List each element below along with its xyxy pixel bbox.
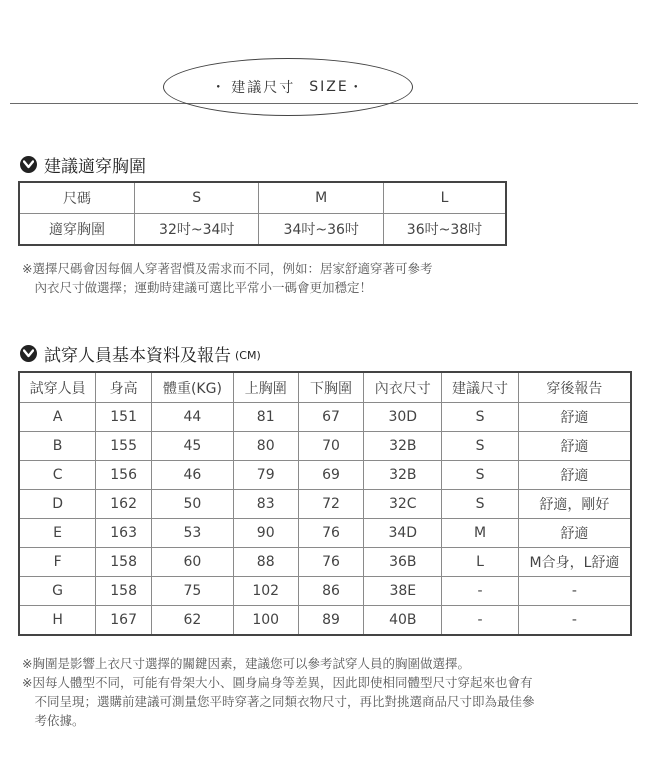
table-cell: 50 [152,490,234,519]
table-cell: 36吋~38吋 [383,214,506,246]
table-cell: 90 [233,519,298,548]
note-line: ※因每人體型不同，可能有骨架大小、圓身扁身等差異，因此即使相同體型尺寸穿起來也會有 [22,675,533,690]
title-dot-right: ・ [348,80,365,96]
table-row [19,577,631,606]
table-cell: G [19,577,96,606]
table-cell: 舒適 [518,519,631,548]
table-header-row [19,372,631,403]
table-row [19,606,631,636]
table-cell: D [19,490,96,519]
column-header: 體重(KG) [152,372,234,403]
table-cell: 32B [364,432,442,461]
tester-section-title: 試穿人員基本資料及報告 [44,346,231,366]
tester-table [18,371,632,636]
column-header: 身高 [96,372,152,403]
table-cell: 156 [96,461,152,490]
table-cell: 76 [298,519,364,548]
table-cell: 32B [364,461,442,490]
table-cell: 舒適 [518,432,631,461]
table-cell: 70 [298,432,364,461]
table-cell: 88 [233,548,298,577]
table-cell: 舒適 [518,403,631,432]
table-cell: 34吋~36吋 [259,214,384,246]
table-cell: S [442,461,519,490]
table-row [19,182,506,214]
table-cell: S [442,490,519,519]
table-row [19,548,631,577]
column-header: 內衣尺寸 [364,372,442,403]
table-cell: M合身，L舒適 [518,548,631,577]
table-row [19,403,631,432]
table-cell: E [19,519,96,548]
table-cell: 46 [152,461,234,490]
column-header: 上胸圍 [233,372,298,403]
table-cell: 62 [152,606,234,636]
table-cell: 60 [152,548,234,577]
title-dot-left: ・ [211,80,228,96]
tester-section-unit: (CM) [235,349,261,362]
table-cell: 86 [298,577,364,606]
page-title [163,58,413,116]
column-header: 下胸圍 [298,372,364,403]
table-cell: 89 [298,606,364,636]
table-cell: 34D [364,519,442,548]
table-cell: 45 [152,432,234,461]
table-cell: S [442,403,519,432]
table-cell: 80 [233,432,298,461]
table-cell: 36B [364,548,442,577]
table-cell: L [383,182,506,214]
table-cell: F [19,548,96,577]
size-section-title: 建議適穿胸圍 [44,157,146,177]
table-cell: 79 [233,461,298,490]
table-cell: A [19,403,96,432]
table-cell: 舒適 [518,461,631,490]
table-cell: S [134,182,259,214]
column-header: 建議尺寸 [442,372,519,403]
table-cell: 155 [96,432,152,461]
note-line: 不同呈現；選購前建議可測量您平時穿著之同類衣物尺寸，再比對挑選商品尺寸即為最佳參 [22,694,535,709]
table-cell: M [442,519,519,548]
column-header: 試穿人員 [19,372,96,403]
tester-notes [22,654,535,730]
table-cell: - [518,577,631,606]
table-cell: 44 [152,403,234,432]
note-line: 考依據。 [22,713,85,728]
table-row [19,461,631,490]
table-row [19,490,631,519]
table-cell: 38E [364,577,442,606]
table-cell: 67 [298,403,364,432]
table-cell: 尺碼 [19,182,134,214]
table-cell: 53 [152,519,234,548]
table-cell: S [442,432,519,461]
table-cell: 30D [364,403,442,432]
table-cell: - [518,606,631,636]
table-cell: 162 [96,490,152,519]
table-cell: 32吋~34吋 [134,214,259,246]
table-cell: 76 [298,548,364,577]
title-cn: 建議尺寸 [231,80,296,96]
table-cell: C [19,461,96,490]
chevron-down-circle-icon [20,156,37,173]
size-section-heading [20,152,146,177]
table-cell: 40B [364,606,442,636]
table-row [19,432,631,461]
tester-section-heading [20,341,261,366]
table-cell: 72 [298,490,364,519]
table-cell: 102 [233,577,298,606]
table-cell: 75 [152,577,234,606]
table-row [19,519,631,548]
note-line: ※胸圍是影響上衣尺寸選擇的關鍵因素，建議您可以參考試穿人員的胸圍做選擇。 [22,656,470,671]
table-cell: 舒適，剛好 [518,490,631,519]
chevron-down-circle-icon [20,345,37,362]
table-cell: 適穿胸圍 [19,214,134,246]
table-cell: H [19,606,96,636]
table-cell: 158 [96,577,152,606]
table-cell: L [442,548,519,577]
table-cell: 167 [96,606,152,636]
table-cell: 158 [96,548,152,577]
title-en: SIZE [309,79,349,95]
table-cell: M [259,182,384,214]
table-cell: 83 [233,490,298,519]
table-cell: 69 [298,461,364,490]
table-cell: - [442,606,519,636]
table-row [19,214,506,246]
table-cell: 100 [233,606,298,636]
table-cell: 151 [96,403,152,432]
column-header: 穿後報告 [518,372,631,403]
table-cell: 81 [233,403,298,432]
note-line: 內衣尺寸做選擇；運動時建議可選比平常小一碼會更加穩定！ [22,280,373,295]
note-line: ※選擇尺碼會因每個人穿著習慣及需求而不同，例如：居家舒適穿著可參考 [22,261,433,276]
table-cell: 163 [96,519,152,548]
table-cell: 32C [364,490,442,519]
table-cell: - [442,577,519,606]
table-cell: B [19,432,96,461]
size-notes [22,259,432,297]
size-table [18,181,507,246]
